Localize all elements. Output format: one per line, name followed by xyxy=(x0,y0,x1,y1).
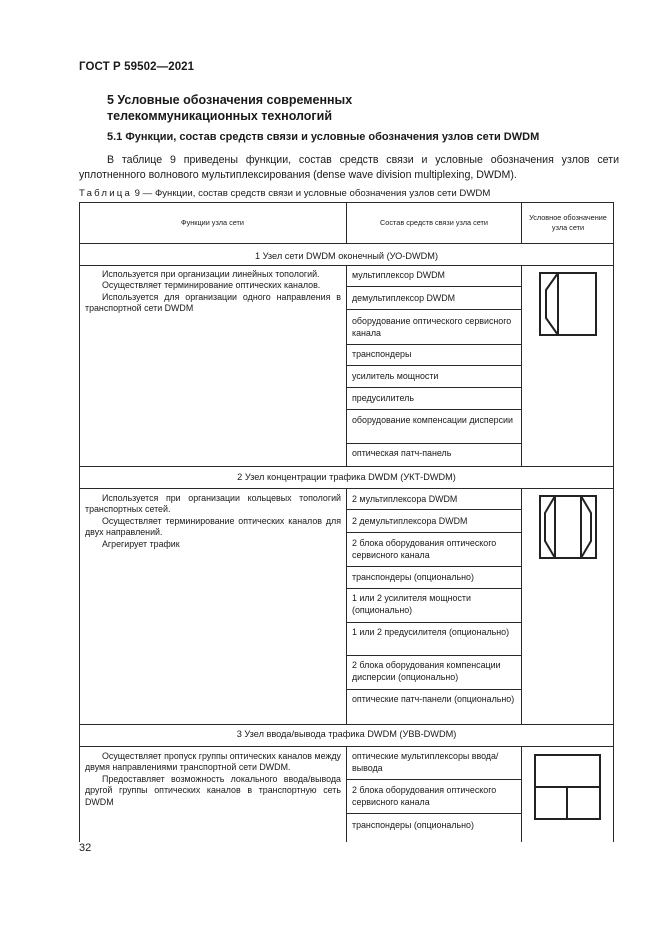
equipment-item: 1 или 2 предусилителя (опционально) xyxy=(352,627,510,637)
column-header-equipment: Состав средств связи узла сети xyxy=(380,217,488,227)
section-functions xyxy=(85,751,341,808)
function-text: Осуществляет терминирование оптических каналов для двух направлений. xyxy=(85,515,341,538)
equipment-item: транспондеры (опционально) xyxy=(352,572,474,582)
function-text: Используется для организации одного направления в транспортной сети DWDM xyxy=(85,291,341,314)
section-row-title: 2 Узел концентрации трафика DWDM (УКТ-DWDM) xyxy=(237,472,456,482)
add-drop-node-symbol-icon xyxy=(534,754,601,820)
table-caption-prefix: Таблица xyxy=(79,188,133,199)
equipment-item: 2 демультиплексора DWDM xyxy=(352,516,468,526)
equipment-item: мультиплексор DWDM xyxy=(352,270,445,280)
terminal-node-symbol-icon xyxy=(539,272,597,336)
function-text: Агрегирует трафик xyxy=(102,538,180,549)
equipment-item: 2 блока оборудования оптического сервисного канала xyxy=(352,538,497,560)
equipment-item: предусилитель xyxy=(352,393,414,403)
equipment-item: транспондеры xyxy=(352,349,412,359)
equipment-item: оборудование оптического сервисного канала xyxy=(352,316,512,338)
equipment-item: 1 или 2 усилителя мощности (опционально) xyxy=(352,593,471,615)
table-caption xyxy=(79,188,490,199)
section-title-line1: 5 Условные обозначения современных xyxy=(107,93,353,107)
equipment-item: транспондеры (опционально) xyxy=(352,820,474,830)
table-caption-text: 9 — Функции, состав средств связи и условные обозначения узлов сети DWDM xyxy=(132,188,491,199)
equipment-item: оптические мультиплексоры ввода/вывода xyxy=(352,751,499,773)
function-text: Предоставляет возможность локального ввода/вывода другой группы оптических каналов в транспортную сеть DWDM xyxy=(85,773,341,807)
section-row-title: 3 Узел ввода/вывода трафика DWDM (УВВ-DWDM) xyxy=(236,729,457,739)
function-text: Осуществляет терминирование оптических каналов. xyxy=(102,280,321,291)
function-text: Используется при организации кольцевых топологий транспортных сетей. xyxy=(85,493,341,515)
equipment-item: 2 мультиплексора DWDM xyxy=(352,494,458,504)
column-header-functions: Функции узла сети xyxy=(181,217,244,227)
nodes-table xyxy=(79,202,614,844)
equipment-item: оборудование компенсации дисперсии xyxy=(352,415,513,425)
section-title xyxy=(107,92,407,124)
concentration-node-symbol-icon xyxy=(539,495,597,559)
column-header-symbol: Условное обозначение узла сети xyxy=(529,212,607,232)
section-row-title: 1 Узел сети DWDM оконечный (УО-DWDM) xyxy=(254,251,439,261)
equipment-item: 2 блока оборудования компенсации дисперсии (опционально) xyxy=(352,660,501,682)
subsection-title: 5.1 Функции, состав средств связи и условные обозначения узлов сети DWDM xyxy=(107,131,540,143)
equipment-item: оптические патч-панели (опционально) xyxy=(352,694,515,704)
section-functions xyxy=(85,269,341,315)
section-functions xyxy=(85,493,341,550)
equipment-item: 2 блока оборудования оптического сервисного канала xyxy=(352,785,497,807)
intro-paragraph: В таблице 9 приведены функции, состав средств связи и условные обозначения узлов сети уплотненного волнового мультиплексирования (dense wave division multiplexing, DWDM). xyxy=(79,154,619,181)
equipment-item: оптическая патч-панель xyxy=(352,448,452,458)
page-number: 32 xyxy=(79,842,92,854)
equipment-item: демультиплексор DWDM xyxy=(352,293,456,303)
document-header: ГОСТ Р 59502—2021 xyxy=(79,61,195,73)
function-text: Используется при организации линейных топологий. xyxy=(102,269,320,279)
function-text: Осуществляет пропуск группы оптических каналов между двумя направлениями транспортной сети DWDM. xyxy=(85,751,341,773)
section-title-line2: телекоммуникационных технологий xyxy=(107,109,333,123)
equipment-item: усилитель мощности xyxy=(352,371,439,381)
